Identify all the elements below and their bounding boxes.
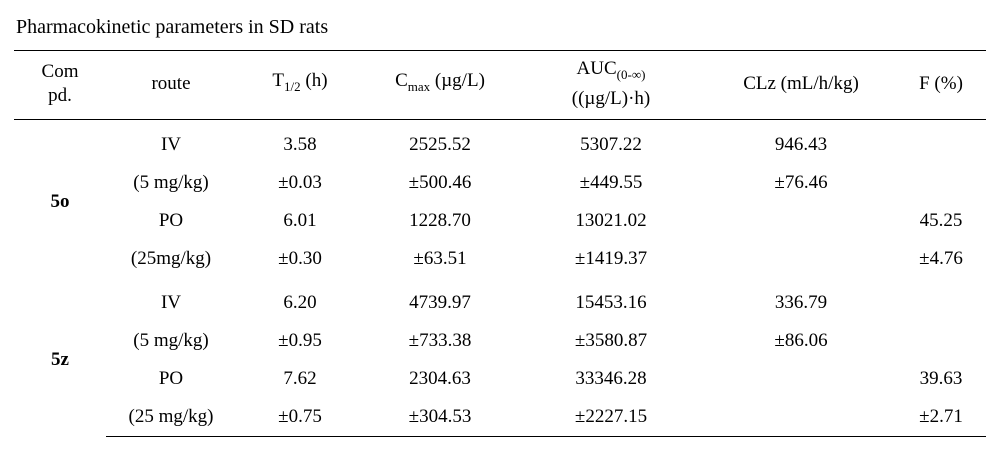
table-row <box>14 202 986 240</box>
table-row <box>14 398 986 437</box>
header-row <box>14 51 986 120</box>
cell-auc: 15453.16 <box>575 291 647 313</box>
cell-f <box>896 119 986 164</box>
table-row <box>14 322 986 360</box>
cell-f-sd: ±2.71 <box>896 398 986 437</box>
cell-route: IV <box>160 291 182 313</box>
cell-t-half-sd: ±0.75 <box>236 398 364 437</box>
pharmacokinetic-table <box>14 50 986 437</box>
cell-t-half: 7.62 <box>283 367 317 389</box>
header-t-half <box>236 51 364 120</box>
cell-compound: 5o <box>50 190 70 212</box>
header-auc-unit: ((µg/L)·h) <box>571 87 651 109</box>
header-f: F (%) <box>896 51 986 120</box>
header-compound <box>14 51 106 120</box>
cell-compound: 5z <box>51 349 69 371</box>
header-cmax <box>364 51 516 120</box>
header-route: route <box>106 51 236 120</box>
table-row <box>14 164 986 202</box>
cell-dose: (25mg/kg) <box>130 247 212 269</box>
cell-cmax-sd: ±733.38 <box>408 329 472 351</box>
table-row <box>14 278 986 322</box>
header-t-half-sub: 1/2 <box>284 78 301 94</box>
cell-auc-sd: ±3580.87 <box>574 329 648 351</box>
cell-clz-sd <box>706 240 896 278</box>
header-t-half-unit: (h) <box>300 70 328 91</box>
cell-f-sd: ±4.76 <box>919 247 963 269</box>
header-auc <box>516 51 706 120</box>
cell-t-half-sd: ±0.30 <box>278 247 322 269</box>
header-cmax-unit: (µg/L) <box>430 70 485 91</box>
cell-auc-sd: ±449.55 <box>579 171 643 193</box>
table-row <box>14 240 986 278</box>
cell-route: IV <box>160 133 182 155</box>
cell-cmax-sd: ±500.46 <box>408 171 472 193</box>
cell-f-sd <box>896 322 986 360</box>
header-compound-line2: pd. <box>48 84 72 106</box>
cell-t-half-sd: ±0.03 <box>278 171 322 193</box>
cell-route: PO <box>158 209 184 231</box>
cell-cmax: 1228.70 <box>409 209 471 231</box>
header-cmax-sub: max <box>407 78 431 94</box>
header-cmax-main: C <box>395 70 408 91</box>
cell-clz <box>706 360 896 398</box>
cell-f-sd <box>896 164 986 202</box>
table-row <box>14 360 986 398</box>
cell-auc: 5307.22 <box>580 133 642 155</box>
header-auc-main: AUC <box>576 58 617 79</box>
cell-t-half: 3.58 <box>283 133 317 155</box>
table-caption: Pharmacokinetic parameters in SD rats <box>16 16 329 38</box>
table-body <box>14 119 986 436</box>
cell-auc: 13021.02 <box>575 209 647 231</box>
cell-clz-sd: ±76.46 <box>774 171 828 193</box>
cell-clz: 336.79 <box>774 291 828 313</box>
header-t-half-main: T <box>272 70 285 91</box>
cell-auc-sd: ±2227.15 <box>516 398 706 437</box>
table-row <box>14 119 986 164</box>
cell-clz-sd: ±86.06 <box>774 329 828 351</box>
table-header <box>14 51 986 120</box>
cell-cmax: 2525.52 <box>409 133 471 155</box>
cell-clz <box>706 202 896 240</box>
cell-dose: (25 mg/kg) <box>106 398 236 437</box>
cell-f: 39.63 <box>919 367 963 389</box>
cell-auc-sd: ±1419.37 <box>574 247 648 269</box>
cell-f: 45.25 <box>919 209 963 231</box>
cell-t-half-sd: ±0.95 <box>278 329 322 351</box>
cell-cmax: 2304.63 <box>409 367 471 389</box>
cell-dose: (5 mg/kg) <box>133 329 209 351</box>
header-clz: CLz (mL/h/kg) <box>706 51 896 120</box>
cell-cmax: 4739.97 <box>409 291 471 313</box>
cell-cmax-sd: ±63.51 <box>413 247 467 269</box>
cell-t-half: 6.01 <box>283 209 317 231</box>
cell-clz-sd <box>706 398 896 437</box>
cell-cmax-sd: ±304.53 <box>364 398 516 437</box>
cell-clz: 946.43 <box>774 133 828 155</box>
header-auc-sub: (0-∞) <box>616 66 646 82</box>
cell-auc: 33346.28 <box>575 367 647 389</box>
cell-route: PO <box>158 367 184 389</box>
cell-t-half: 6.20 <box>283 291 317 313</box>
header-compound-line1: Com <box>41 60 79 82</box>
cell-f <box>896 278 986 322</box>
cell-dose: (5 mg/kg) <box>133 171 209 193</box>
